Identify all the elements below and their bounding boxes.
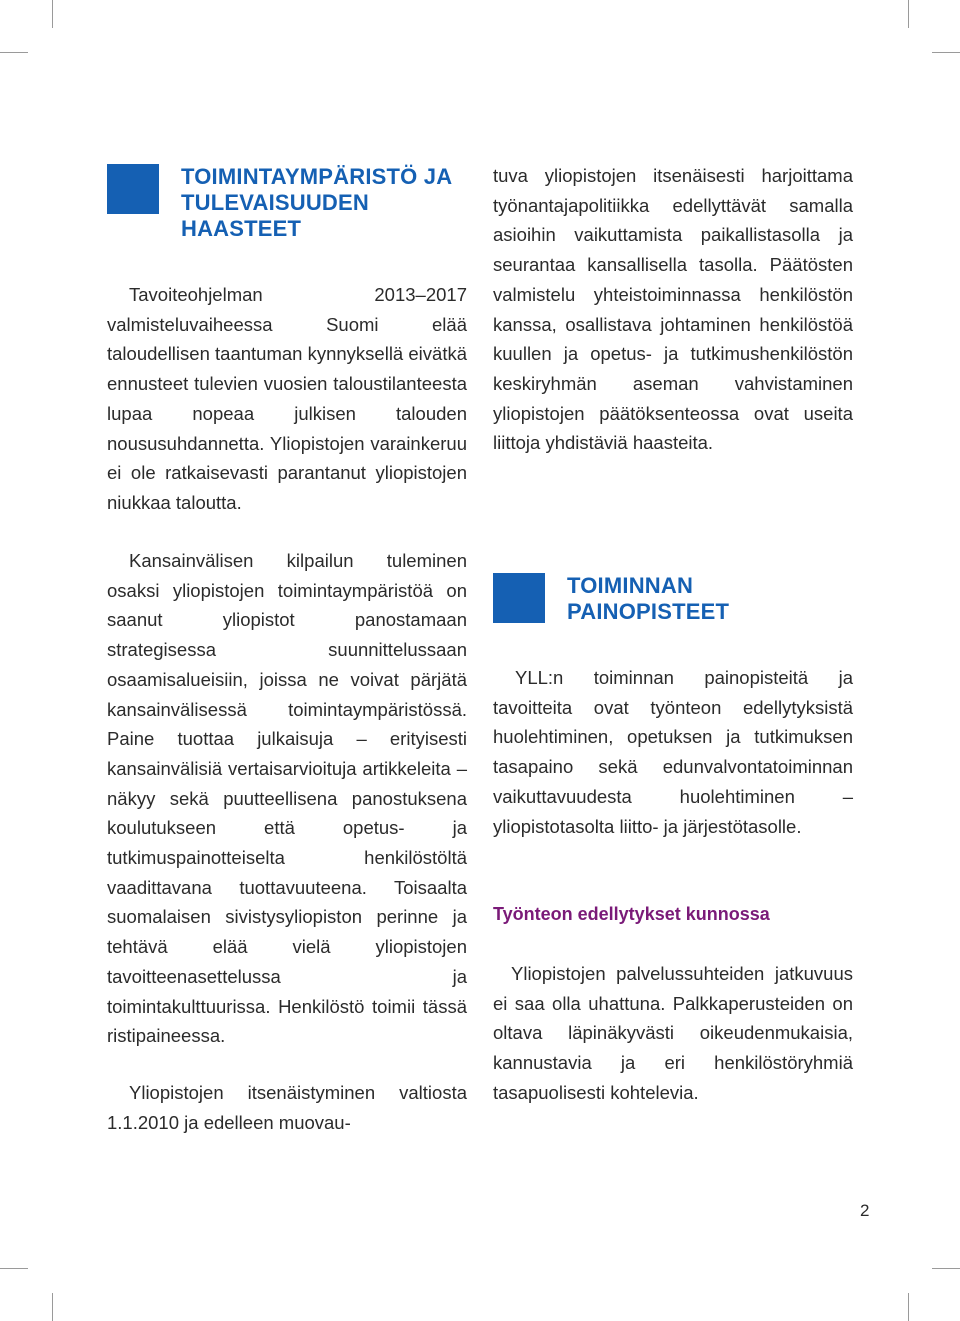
crop-mark-bottom-right-h bbox=[932, 1268, 960, 1269]
crop-mark-bottom-left-h bbox=[0, 1268, 28, 1269]
crop-mark-top-left bbox=[52, 0, 53, 28]
page-number: 2 bbox=[860, 1201, 870, 1220]
subheading-working-conditions: Työnteon edellytykset kunnossa bbox=[493, 904, 770, 924]
section-heading-environment: TOIMINTAYMPÄRISTÖ JA TULEVAISUUDEN HAASTEET bbox=[181, 164, 452, 241]
paragraph-independence: Yliopistojen itsenäistyminen valtiosta 1.1.2010 ja edelleen muovau- bbox=[107, 1082, 467, 1133]
paragraph-employment: Yliopistojen palvelussuhteiden jatkuvuus ei saa olla uhattuna. Palkkaperusteiden on oltava läpinäkyvästi oikeudenmukaisia, kannustavia ja eri henkilöstöryhmiä tasapuolisesti kohtelevia. bbox=[493, 963, 853, 1103]
crop-mark-top-right-h bbox=[932, 52, 960, 53]
crop-mark-top-right bbox=[908, 0, 909, 28]
section-heading-priorities: TOIMINNAN PAINOPISTEET bbox=[567, 573, 730, 624]
paragraph-competition: Kansainvälisen kilpailun tuleminen osaksi yliopistojen toimintaympäristöä on saanut yliopistot panostamaan strategisessa suunnittelussaan osaamisalueisiin, joissa ne voivat pärjätä kansainvälisessä toimintaympäristössä. Paine tuottaa julkaisuja – erityisesti kansainvälisiä vertaisarvioituja artikkeleita – näkyy sekä puutteellisena panostuksena koulutukseen että opetus- ja tutkimuspainotteiselta henkilöstöltä vaadittavana tuottavuuteena. Toisaalta suomalaisen sivistysyliopiston perinne ja tehtävä elää vielä yliopistojen tavoitteenasettelussa ja toimintakulttuurissa. Henkilöstö toimii tässä ristipaineessa. bbox=[107, 550, 467, 1047]
crop-mark-bottom-right bbox=[908, 1293, 909, 1321]
section-marker-square bbox=[493, 573, 545, 623]
crop-mark-top-left-h bbox=[0, 52, 28, 53]
paragraph-budget: Tavoiteohjelman 2013–2017 valmisteluvaiheessa Suomi elää taloudellisen taantuman kynnyksellä eivätkä ennusteet tulevien vuosien taloustilanteesta lupaa nopeaa julkisen talouden noususuhdannetta. Yliopistojen varainkeruu ei ole ratkaisevasti parantanut yliopistojen niukkaa taloutta. bbox=[107, 284, 467, 513]
paragraph-priorities: YLL:n toiminnan painopisteitä ja tavoitteita ovat työnteon edellytyksistä huolehtiminen, opetuksen ja tutkimuksen tasapaino sekä edunvalvontatoiminnan vaikuttavuudesta huolehtiminen – yliopistotasolta liitto- ja järjestötasolle. bbox=[493, 667, 853, 837]
paragraph-employer-policy: tuva yliopistojen itsenäisesti harjoittama työnantajapolitiikka edellyttävät samalla asioihin vaikuttamista paikallistasolla ja seurantaa kansallisella tasolla. Päätösten valmistelu yhteistoiminnassa henkilöstön kanssa, osallistava johtaminen henkilöstöä kuullen ja opetus- ja tutkimushenkilöstön keskiryhmän aseman vahvistaminen yliopistojen päätöksenteossa ovat useita liittoja yhdistäviä haasteita. bbox=[493, 165, 853, 454]
crop-mark-bottom-left bbox=[52, 1293, 53, 1321]
section-marker-square bbox=[107, 164, 159, 214]
